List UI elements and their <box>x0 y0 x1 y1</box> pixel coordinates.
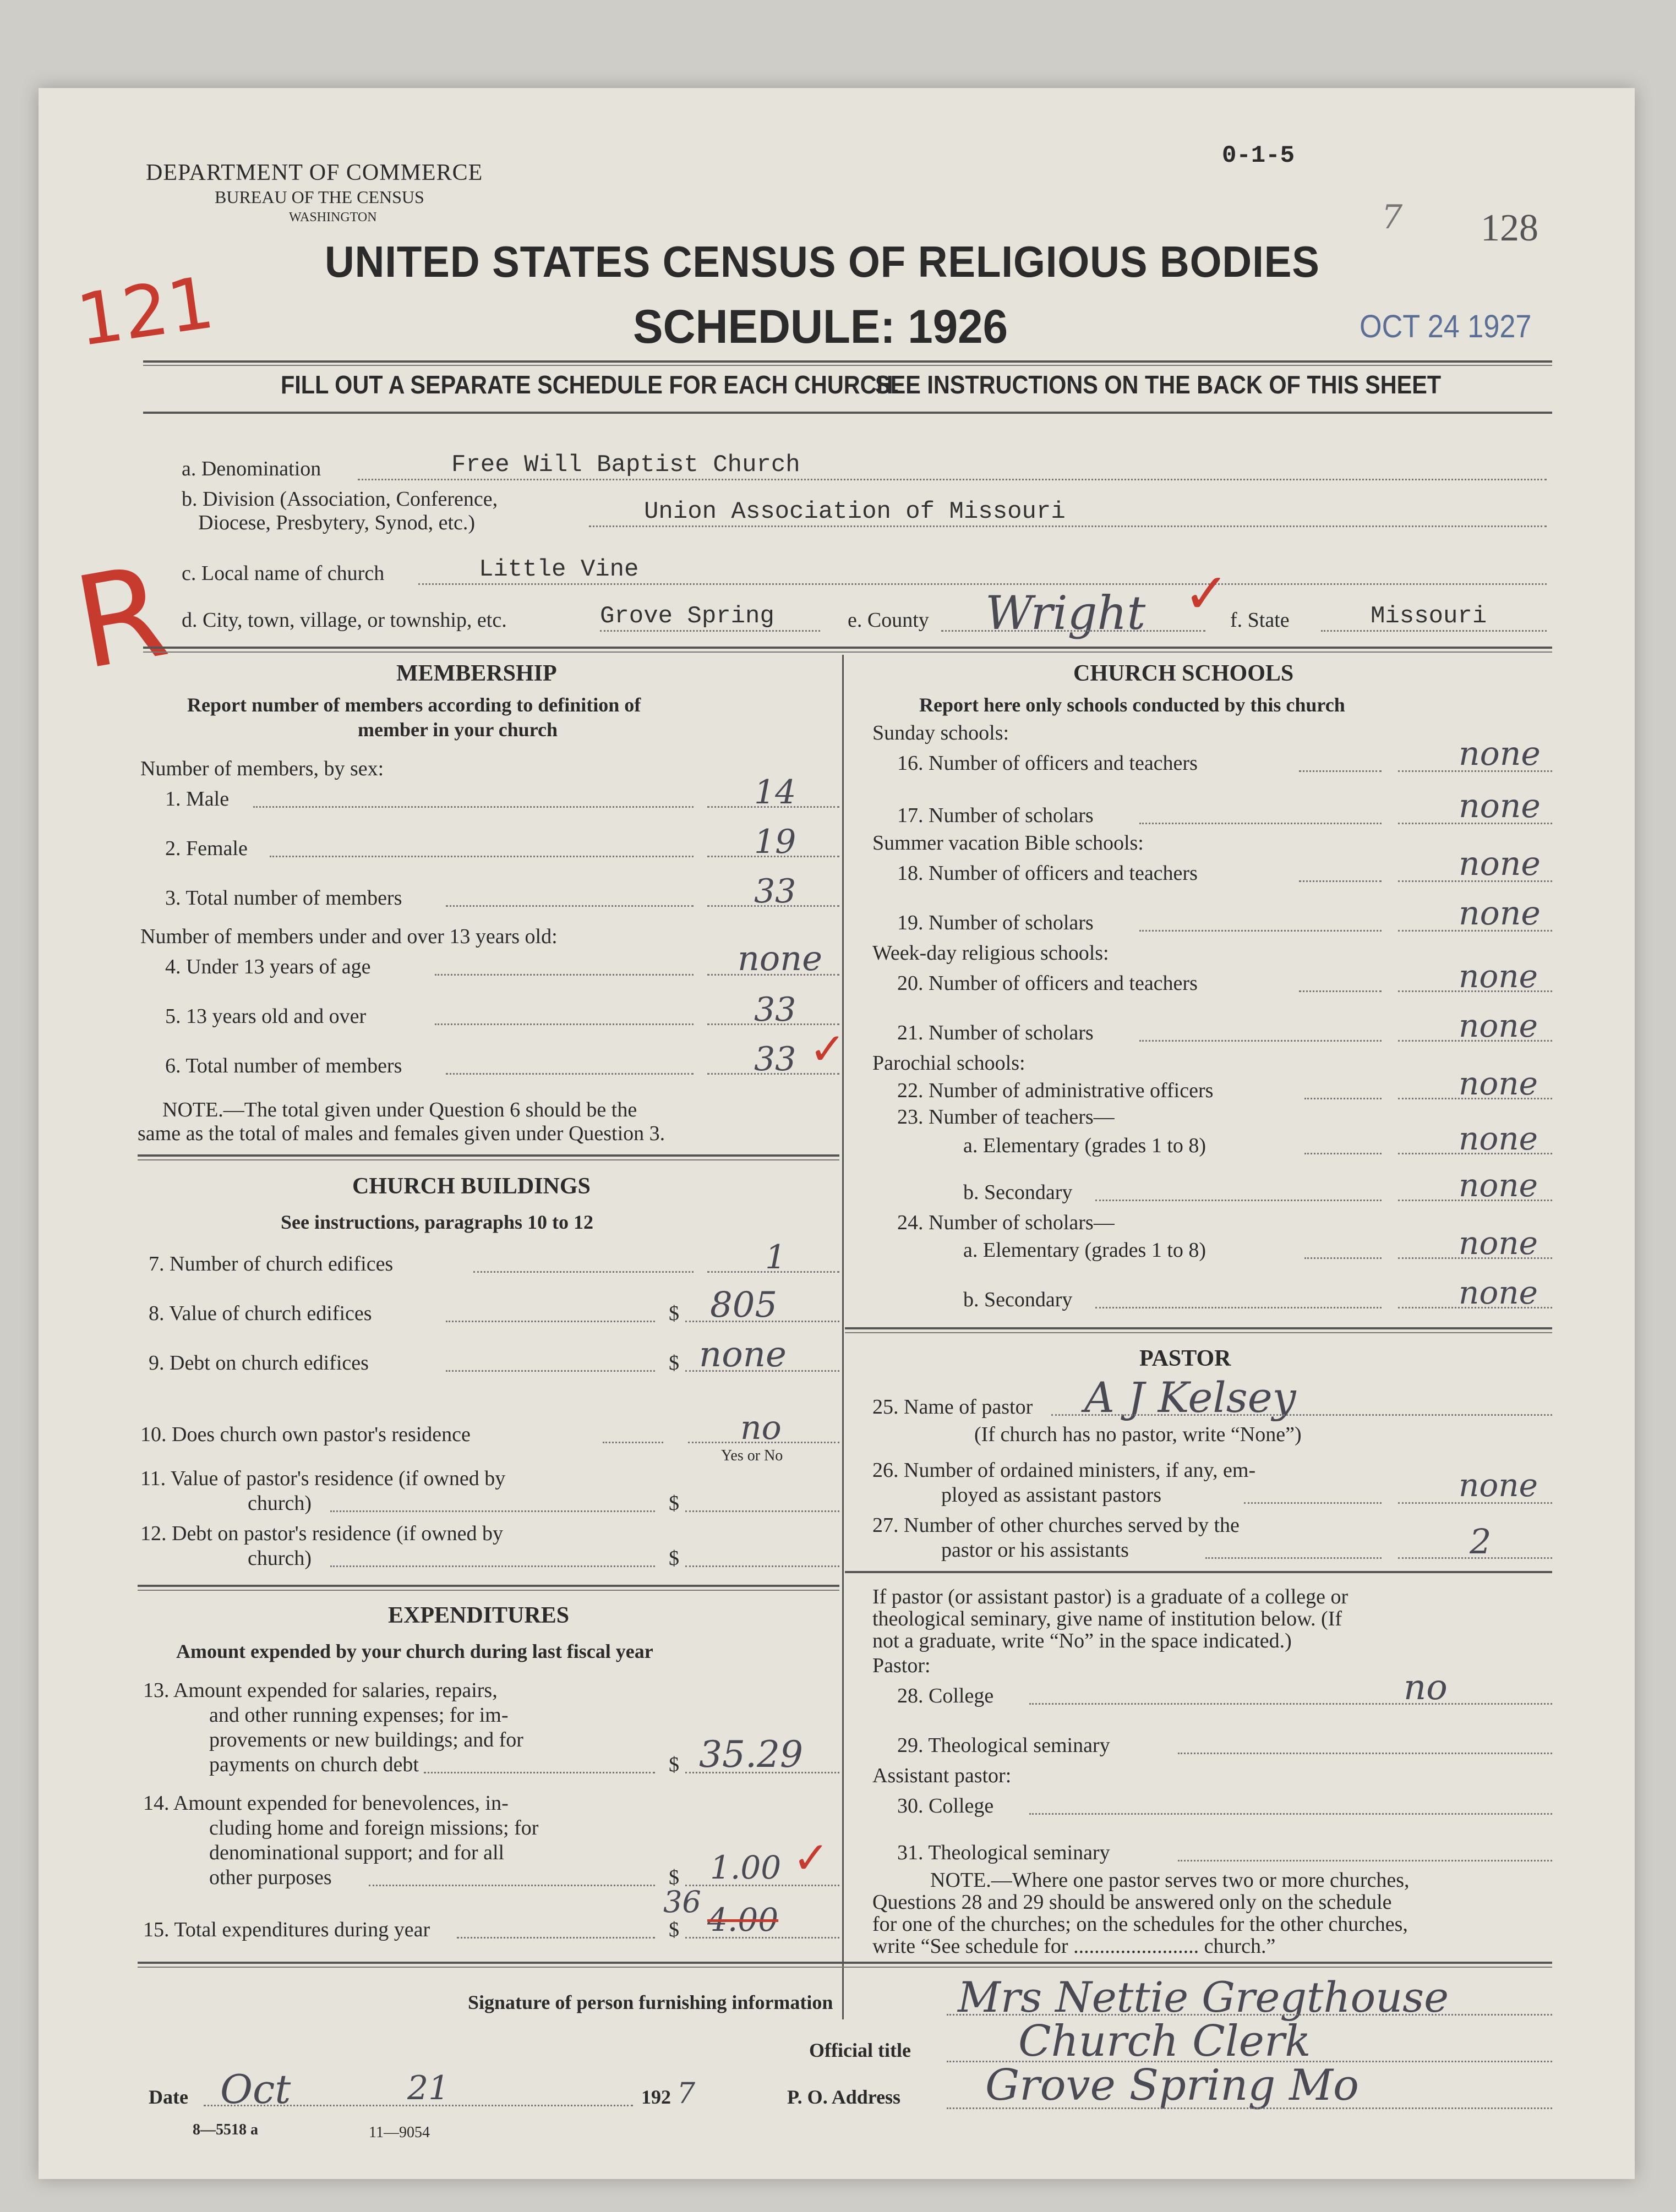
q29-label: 29. Theological seminary <box>897 1734 1110 1757</box>
date-day: 21 <box>407 2069 450 2107</box>
q30-label: 30. College <box>897 1794 994 1817</box>
signature-value: Mrs Nettie Gregthouse <box>958 1973 1449 2022</box>
q13-label: 13. Amount expended for salaries, repairs, <box>143 1679 498 1702</box>
q5-label: 5. 13 years old and over <box>165 1005 367 1028</box>
no-pastor-hint: (If church has no pastor, write “None”) <box>974 1423 1302 1446</box>
q1-label: 1. Male <box>165 787 230 811</box>
q20-label: 20. Number of officers and teachers <box>897 972 1198 995</box>
q8-label: 8. Value of church edifices <box>149 1302 372 1325</box>
division-label: b. Division (Association, Conference, <box>182 488 498 511</box>
print-number: 11—9054 <box>369 2124 430 2141</box>
q1-value: 14 <box>754 773 796 812</box>
q24b-label: b. Secondary <box>963 1288 1073 1311</box>
q7-value: 1 <box>765 1238 787 1277</box>
q23b-value: none <box>1459 1167 1538 1204</box>
q24b-value: none <box>1459 1274 1538 1311</box>
q18-label: 18. Number of officers and teachers <box>897 862 1198 885</box>
q11-label: 11. Value of pastor's residence (if owned by <box>140 1467 506 1490</box>
buildings-intro: See instructions, paragraphs 10 to 12 <box>281 1211 594 1233</box>
instructions-note: SEE INSTRUCTIONS ON THE BACK OF THIS SHEET <box>875 370 1442 399</box>
form-title: UNITED STATES CENSUS OF RELIGIOUS BODIES <box>325 237 1320 286</box>
q10-value: no <box>740 1409 782 1447</box>
top-rule <box>143 360 1552 363</box>
q14-label: 14. Amount expended for benevolences, in- <box>143 1792 509 1815</box>
pastor-note: NOTE.—Where one pastor serves two or more churches, <box>930 1869 1410 1892</box>
red-check-mark: ✓ <box>1183 561 1230 626</box>
q23a-label: a. Elementary (grades 1 to 8) <box>963 1134 1206 1157</box>
denomination-value: Free Will Baptist Church <box>451 451 800 479</box>
q15-corrected-value: 36 <box>663 1885 701 1919</box>
column-divider <box>842 655 844 2019</box>
bureau-heading: BUREAU OF THE CENSUS <box>215 187 424 207</box>
date-month: Oct <box>220 2066 291 2112</box>
census-schedule-sheet: DEPARTMENT OF COMMERCE BUREAU OF THE CENSUS WASHINGTON 0-1-5 7 128 OCT 24 1927 UNITED STATES CENSUS OF RELIGIOUS BODIES SCHEDULE: 1926 121 R FILL OUT A SEPARATE SCHEDULE FOR EACH CHURCH. SEE INSTRUCTIONS ON THE BACK OF THIS SHEET a. Denomination Free Will Baptist Church b. Division (Association, Conference, Diocese, Presbytery, Synod, etc.) Union Association of Missouri c. Local name of church Little Vine d. City, town, village, or township, etc. Grove Spring e. County Wright ✓ f. State Missouri MEMBERSHIP Report number of members according to definition of member in your church Number of members, by sex: 1. Male 14 2. Female 19 3. Total number of members 33 Number of members under and over 13 years old: 4. Under 13 years of age none 5. 13 years old and over 33 6. Total number of members 33 ✓ NOTE.—The total given under Question 6 should be the same as the total of males and females given under Question 3. CHURCH BUILDINGS See instructions, paragraphs 10 to 12 7. Number of church edifices 1 8. Value of church edifices $ 805 9. Debt on church edifices $ none 10. Does church own pastor's residence no Yes or No 11. Value of pastor's residence (if owned by church) $ 12. Debt on pastor's residence (if owned by church) $ EXPENDITURES Amount expended by your church during last fiscal year 13. Amount expended for salaries, repairs, and other running expenses; for im- provements or new buildings; and for payments on church debt $ 35.29 14. Amount expended for benevolences, in- cluding home and foreign missions; for denominational support; and for all other purposes $ 1.00 ✓ 36 15. Total expenditures during year $ 4.00 CHURCH SCHOOLS Report here only schools conducted by this church Sunday schools: 16. Number of officers and teachers none 17. Number of scholars none Summer vacation Bible schools: 18. Number of officers and teachers none 19. Number of scholars none Week-day religious schools: 20. Number of officers and teachers none 21. Number of scholars none Parochial schools: 22. Number of administrative officers none 23. Number of teachers— a. Elementary (grades 1 to 8) none b. Secondary none 24. Number of scholars— a. Elementary (grades 1 to 8) none b. Secondary none PASTOR 25. Name of pastor A J Kelsey (If church has no pastor, write “None”) 26. Number of ordained ministers, if any, em- ployed as assistant pastors none 27. Number of other churches served by the pastor or his assistants 2 If pastor (or assistant pastor) is a graduate of a college or theological seminary, give name of institution below. (If not a graduate, write “No” in the space indicated.) Pastor: 28. College no 29. Theological seminary Assistant pastor: 30. College 31. Theological seminary NOTE.—Where one pastor serves two or more churches, Questions 28 and 29 should be answered only on the schedule for one of the churches; on the schedules for the other churches, write “See schedule for ........................ church.” Signature of person furnishing information Mrs Nettie Gregthouse Official title Church Clerk Date Oct 21 192 7 P. O. Address Grove Spring Mo 8—5518 a 11—9054 <box>39 88 1635 2179</box>
schedule-title: SCHEDULE: 1926 <box>633 300 1008 353</box>
local-name-value: Little Vine <box>479 556 639 583</box>
file-mark: 7 <box>1382 198 1403 237</box>
q21-label: 21. Number of scholars <box>897 1021 1094 1044</box>
po-address-label: P. O. Address <box>787 2086 901 2108</box>
q25-label: 25. Name of pastor <box>872 1395 1033 1419</box>
membership-intro: Report number of members according to definition of <box>187 694 641 716</box>
city-heading: WASHINGTON <box>289 210 377 225</box>
header-bottom-rule <box>143 412 1552 414</box>
q5-value: 33 <box>754 990 796 1029</box>
q12-label-2: church) <box>248 1547 312 1570</box>
q20-value: none <box>1459 957 1538 995</box>
q9-label: 9. Debt on church edifices <box>149 1351 369 1375</box>
top-rule-thin <box>143 365 1552 366</box>
file-number: 128 <box>1481 207 1538 249</box>
red-annotation-letter: R <box>65 538 177 698</box>
official-title-label: Official title <box>809 2039 911 2061</box>
local-name-label: c. Local name of church <box>182 562 385 585</box>
q4-label: 4. Under 13 years of age <box>165 955 371 978</box>
division-label-2: Diocese, Presbytery, Synod, etc.) <box>198 511 476 534</box>
schools-intro: Report here only schools conducted by this church <box>919 694 1345 716</box>
by-sex-label: Number of members, by sex: <box>140 757 384 780</box>
official-title-value: Church Clerk <box>1018 2017 1311 2066</box>
q2-label: 2. Female <box>165 837 248 860</box>
pastor-name-value: A J Kelsey <box>1084 1373 1296 1422</box>
q28-value: no <box>1404 1667 1448 1708</box>
q15-original-value: 4.00 <box>707 1901 779 1939</box>
red-check-mark: ✓ <box>793 1832 830 1884</box>
q23b-label: b. Secondary <box>963 1181 1073 1204</box>
q11-label-2: church) <box>248 1492 312 1515</box>
q19-label: 19. Number of scholars <box>897 911 1094 934</box>
date-year-prefix: 192 <box>641 2086 671 2108</box>
q23a-value: none <box>1459 1120 1538 1157</box>
q17-value: none <box>1459 787 1541 825</box>
q26-label: 26. Number of ordained ministers, if any, em- <box>872 1459 1256 1482</box>
date-year-digit: 7 <box>677 2077 696 2110</box>
department-heading: DEPARTMENT OF COMMERCE <box>146 160 483 185</box>
q21-value: none <box>1459 1007 1538 1044</box>
q22-value: none <box>1459 1065 1538 1102</box>
received-date-stamp: OCT 24 1927 <box>1360 309 1532 344</box>
membership-note-2: same as the total of males and females given under Question 3. <box>138 1122 665 1145</box>
q26-value: none <box>1459 1466 1538 1504</box>
date-label: Date <box>149 2086 188 2108</box>
signature-label: Signature of person furnishing information <box>468 1991 833 2013</box>
q6-value: 33 <box>754 1040 796 1078</box>
state-label: f. State <box>1230 609 1290 632</box>
form-number: 8—5518 a <box>193 2121 258 2138</box>
expenditures-intro: Amount expended by your church during last fiscal year <box>176 1640 653 1662</box>
city-label: d. City, town, village, or township, etc. <box>182 609 507 632</box>
buildings-title: CHURCH BUILDINGS <box>352 1174 591 1199</box>
expenditures-title: EXPENDITURES <box>388 1603 570 1628</box>
q17-label: 17. Number of scholars <box>897 804 1094 827</box>
q2-value: 19 <box>754 823 796 861</box>
q28-label: 28. College <box>897 1684 994 1707</box>
footer-rule <box>138 1962 1552 1964</box>
q9-value: none <box>699 1334 787 1375</box>
q7-label: 7. Number of church edifices <box>149 1252 394 1275</box>
q19-value: none <box>1459 894 1541 933</box>
q15-label: 15. Total expenditures during year <box>143 1918 430 1941</box>
red-annotation-number: 121 <box>72 260 219 363</box>
q16-value: none <box>1459 735 1541 773</box>
q16-label: 16. Number of officers and teachers <box>897 752 1198 775</box>
county-value: Wright <box>985 586 1146 640</box>
county-label: e. County <box>848 609 929 632</box>
membership-title: MEMBERSHIP <box>396 661 557 686</box>
po-address-value: Grove Spring Mo <box>985 2061 1359 2110</box>
q6-label: 6. Total number of members <box>165 1054 402 1077</box>
q12-label: 12. Debt on pastor's residence (if owned by <box>140 1522 504 1545</box>
form-code: 0-1-5 <box>1222 142 1295 169</box>
denomination-label: a. Denomination <box>182 457 321 480</box>
membership-note: NOTE.—The total given under Question 6 should be the <box>162 1098 637 1121</box>
q13-value: 35.29 <box>699 1733 803 1776</box>
q24a-label: a. Elementary (grades 1 to 8) <box>963 1239 1206 1262</box>
q27-label: 27. Number of other churches served by the <box>872 1514 1240 1537</box>
red-check-mark: ✓ <box>809 1023 847 1075</box>
q31-label: 31. Theological seminary <box>897 1841 1110 1864</box>
state-value: Missouri <box>1371 603 1487 630</box>
separate-schedule-note: FILL OUT A SEPARATE SCHEDULE FOR EACH CHURCH. <box>281 370 899 399</box>
by-age-label: Number of members under and over 13 years old: <box>140 925 558 948</box>
pastor-title: PASTOR <box>1139 1346 1231 1371</box>
q22-label: 22. Number of administrative officers <box>897 1079 1214 1102</box>
identity-bottom-rule <box>143 647 1552 649</box>
q27-value: 2 <box>1470 1521 1492 1562</box>
division-value: Union Association of Missouri <box>644 498 1066 525</box>
yes-no-hint: Yes or No <box>721 1447 783 1464</box>
membership-intro-2: member in your church <box>358 719 558 741</box>
q10-label: 10. Does church own pastor's residence <box>140 1423 471 1446</box>
q8-value: 805 <box>710 1285 778 1326</box>
q24a-value: none <box>1459 1224 1538 1262</box>
q14-value: 1.00 <box>710 1849 782 1886</box>
q3-value: 33 <box>754 872 796 911</box>
q18-value: none <box>1459 845 1541 883</box>
schools-title: CHURCH SCHOOLS <box>1073 661 1294 686</box>
q4-value: none <box>738 938 822 978</box>
q3-label: 3. Total number of members <box>165 886 402 910</box>
city-value: Grove Spring <box>600 603 774 630</box>
